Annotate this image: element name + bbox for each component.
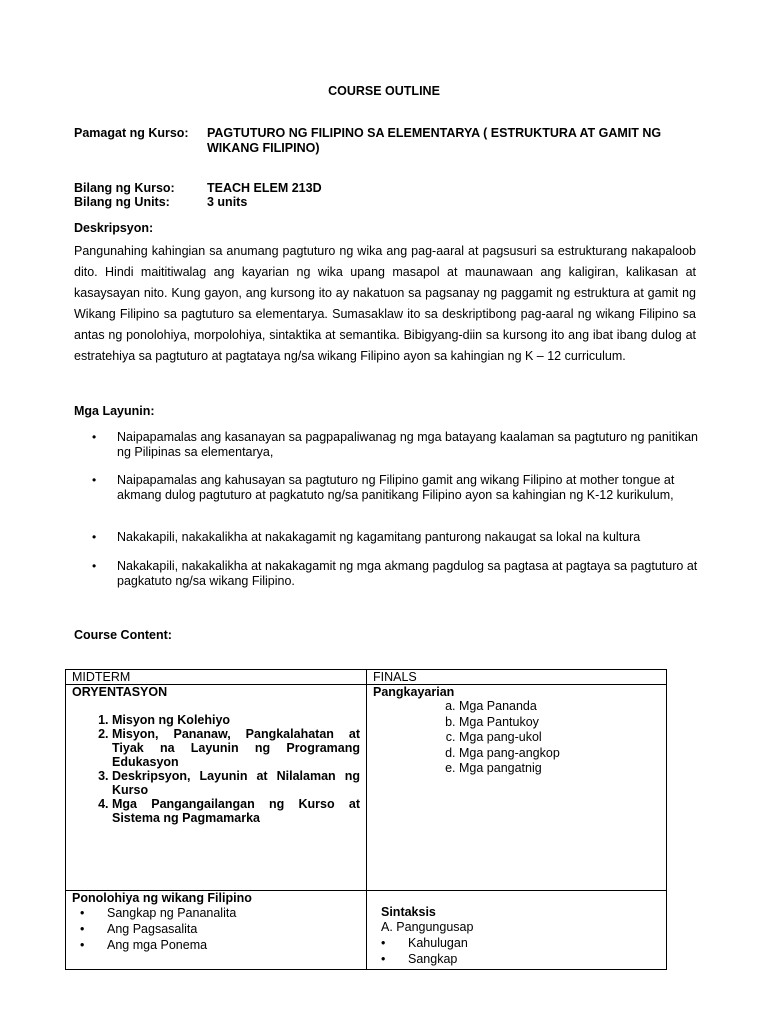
course-content-heading: Course Content: bbox=[74, 628, 172, 642]
finals-section-title: Sintaksis bbox=[381, 905, 436, 919]
finals-topic: • Sangkap bbox=[403, 951, 660, 967]
description-text: Pangunahing kahingian sa anumang pagtuturo ng wika ang pag-aaral at pagsusuri sa estrukturang nakapaloob dito. Hindi maititiwalag ang kayarian ng wika upang masapol at maunawaan ang kaligiran, kalikasan at kasaysayan nito. Kung gayon, ang kursong ito ay nakatuon sa pagsanay ng paggamit ng estruktura at gamit ng Wikang Filipino sa pagtuturo sa elementarya. Sumasaklaw ito sa deskriptibong pag-aaral ng wikang Filipino sa antas ng ponolohiya, morpolohiya, sintaktika at semantika. Bibigyang-diin sa kursong ito ang ibat ibang dulog at estratehiya sa pagtuturo at pagtataya ng/sa wikang Filipino ayon sa kahingian ng K – 12 curriculum. bbox=[74, 244, 696, 363]
units-label: Bilang ng Units: bbox=[74, 195, 170, 209]
document-title: COURSE OUTLINE bbox=[328, 84, 440, 98]
course-content-table bbox=[65, 669, 667, 970]
midterm-cell bbox=[66, 685, 367, 891]
midterm-topic: 1. Misyon ng Kolehiyo bbox=[112, 713, 360, 727]
finals-cell bbox=[367, 685, 667, 891]
finals-topic: • Kahulugan bbox=[403, 935, 660, 951]
midterm-section-title: ORYENTASYON bbox=[72, 685, 168, 699]
finals-topic-list bbox=[373, 699, 660, 777]
midterm-section-title: Ponolohiya ng wikang Filipino bbox=[72, 891, 252, 905]
finals-topic: e. Mga pangatnig bbox=[459, 761, 660, 777]
finals-topic: d. Mga pang-angkop bbox=[459, 746, 660, 762]
midterm-cell bbox=[66, 891, 367, 970]
midterm-topic: 4. Mga Pangangailangan ng Kurso at Sistema ng Pagmamarka bbox=[112, 797, 360, 825]
objectives-heading: Mga Layunin: bbox=[74, 404, 155, 418]
course-number-label: Bilang ng Kurso: bbox=[74, 181, 175, 195]
objective-item: • Nakakapili, nakakalikha at nakakagamit ng kagamitang panturong nakaugat sa lokal na kultura bbox=[92, 530, 712, 559]
course-title-value: PAGTUTURO NG FILIPINO SA ELEMENTARYA ( ESTRUKTURA AT GAMIT NG WIKANG FILIPINO) bbox=[207, 126, 662, 155]
finals-topic-list bbox=[373, 935, 660, 967]
finals-cell bbox=[367, 891, 667, 970]
description-heading: Deskripsyon: bbox=[74, 221, 154, 235]
objectives-list bbox=[92, 430, 712, 588]
midterm-topic: • Ang Pagsasalita bbox=[102, 921, 360, 937]
objective-item: • Nakakapili, nakakalikha at nakakagamit ng mga akmang pagdulog sa pagtasa at pagtaya sa pagtuturo at pagkatuto ng/sa wikang Filipino. bbox=[92, 559, 712, 588]
finals-topic: a. Mga Pananda bbox=[459, 699, 660, 715]
midterm-topic: 3. Deskripsyon, Layunin at Nilalaman ng Kurso bbox=[112, 769, 360, 797]
finals-topic: c. Mga pang-ukol bbox=[459, 730, 660, 746]
finals-section-title: Pangkayarian bbox=[373, 685, 455, 699]
objective-item: • Naipapamalas ang kahusayan sa pagtuturo ng Filipino gamit ang wikang Filipino at mother tongue at akmang dulog pagtuturo at pagkatuto ng/sa panitikang Filipino ayon sa kahingian ng K-12 kurikulum, bbox=[92, 473, 712, 530]
objective-item: • Naipapamalas ang kasanayan sa pagpapaliwanag ng mga batayang kaalaman sa pagtuturo ng panitikan ng Pilipinas sa elementarya, bbox=[92, 430, 712, 473]
course-number-value: TEACH ELEM 213D bbox=[207, 181, 322, 195]
midterm-topic: • Ang mga Ponema bbox=[102, 937, 360, 953]
midterm-topic: 2. Misyon, Pananaw, Pangkalahatan at Tiyak na Layunin ng Programang Edukasyon bbox=[112, 727, 360, 769]
course-title-label: Pamagat ng Kurso: bbox=[74, 126, 189, 140]
midterm-header: MIDTERM bbox=[66, 670, 367, 685]
finals-subsection: A. Pangungusap bbox=[381, 920, 474, 934]
units-value: 3 units bbox=[207, 195, 248, 209]
finals-topic: b. Mga Pantukoy bbox=[459, 715, 660, 731]
finals-header: FINALS bbox=[367, 670, 667, 685]
midterm-topic-list bbox=[72, 713, 360, 825]
midterm-topic: • Sangkap ng Pananalita bbox=[102, 905, 360, 921]
midterm-topic-list bbox=[72, 905, 360, 953]
